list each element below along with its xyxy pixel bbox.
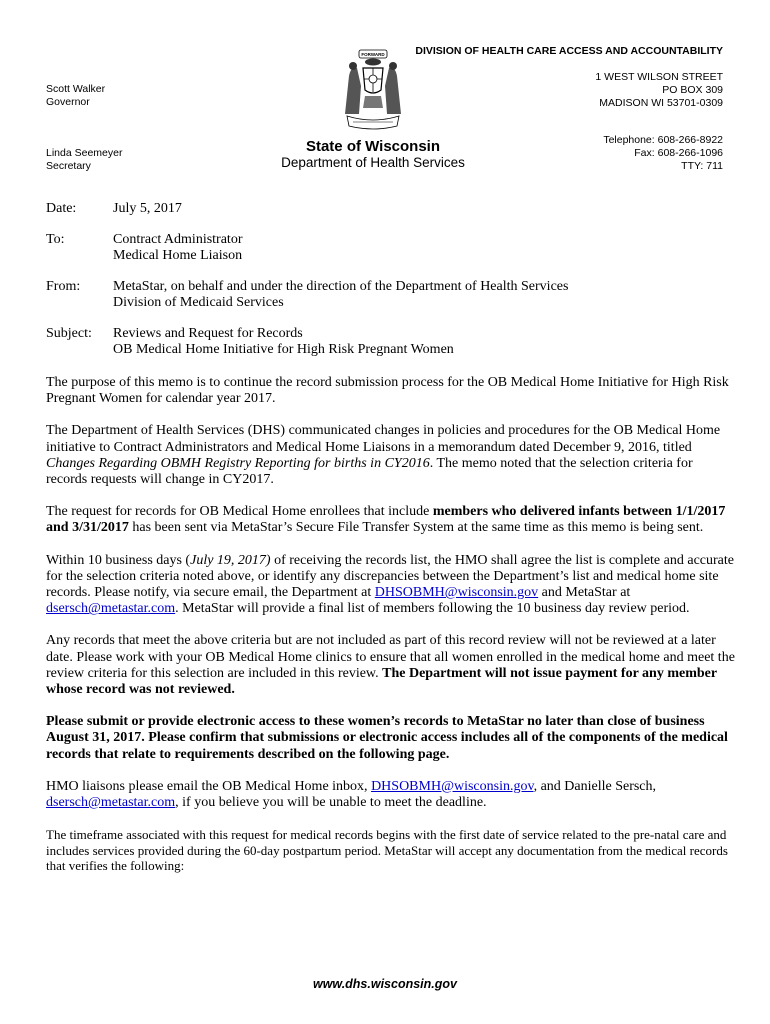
address-block [595, 71, 723, 110]
to-label: To: [46, 232, 65, 247]
text-run: The request for records for OB Medical Home enrollees that include [46, 504, 433, 520]
date-label: Date: [46, 201, 77, 216]
telephone: Telephone: 608-266-8922 [603, 134, 723, 146]
text-run: Any records that meet the above criteria but are not included as part of this record review will not be reviewed at a later date. Please work with your OB Medical Home clinics to ensure that all women enrolled in the medical home and meet the review criteria for this selection are included in this review. [46, 633, 735, 681]
text-run: , and Danielle Sersch, [533, 778, 657, 794]
secretary-name: Linda Seemeyer [46, 147, 123, 159]
text-run: and MetaStar at [538, 585, 631, 601]
fax: Fax: 608-266-1096 [634, 147, 723, 159]
tty: TTY: 711 [681, 160, 723, 172]
department-title: Department of Health Services [281, 155, 465, 170]
deadline-italic: July 19, 2017) [190, 552, 271, 568]
to-line-2: Medical Home Liaison [113, 248, 243, 263]
from-line-1: MetaStar, on behalf and under the direction of the Department of Health Services [113, 279, 569, 294]
seal-banner-text: FORWARD [361, 52, 385, 57]
dhsobmh-email-link-2[interactable]: DHSOBMH@wisconsin.gov [371, 778, 534, 794]
payment-warning-bold: The Department will not issue payment for any member whose record was not reviewed. [46, 665, 717, 698]
text-run: The Department of Health Services (DHS) communicated changes in policies and procedures for the OB Medical Home initiative to Contract Administrators and Medical Home Liaisons in a memorandum dated December 9, 2016, titled [46, 423, 721, 455]
footer-website: www.dhs.wisconsin.gov [312, 977, 457, 991]
dsersch-email-link[interactable]: dsersch@metastar.com [46, 601, 176, 617]
state-title: State of Wisconsin [305, 138, 441, 155]
text-run: of receiving the records list, the HMO shall agree the list is complete and accurate for the selection criteria noted above, or identify any discrepancies between the Department’s list and medical home site records. Please notify, via secure email, the Department at [46, 552, 734, 601]
governor-title: Governor [46, 96, 90, 108]
text-run: . The memo noted that the selection criteria for records requests will change in CY2017. [46, 455, 693, 488]
paragraph-changes [46, 423, 736, 488]
subject-label: Subject: [46, 326, 92, 341]
from-label: From: [46, 279, 81, 294]
paragraph-submit [46, 714, 736, 763]
from-line-2: Division of Medicaid Services [113, 295, 284, 310]
dhsobmh-email-link[interactable]: DHSOBMH@wisconsin.gov [374, 585, 539, 601]
paragraph-contact [46, 779, 736, 811]
paragraph-purpose: The purpose of this memo is to continue the record submission process for the OB Medical Home Initiative for High Risk Pregnant Women for calendar year 2017. [46, 375, 729, 407]
paragraph-deadline [46, 553, 736, 618]
address-line: 1 WEST WILSON STREET [595, 71, 723, 83]
subject-line-2: OB Medical Home Initiative for High Risk Pregnant Women [113, 342, 454, 357]
secretary-block [46, 147, 122, 173]
memo-body [46, 375, 736, 890]
paragraph-timeframe: The timeframe associated with this request for medical records begins with the first date of service related to the pre-natal care and includes services provided during the 60-day postpartum period. MetaStar will accept any documentation from the medical records that verifies the following: [46, 827, 728, 874]
division-heading: DIVISION OF HEALTH CARE ACCESS AND ACCOUNTABILITY [415, 45, 723, 57]
date-range-bold: members who delivered infants between 1/1/2017 and 3/31/2017 [46, 504, 726, 536]
dsersch-email-link-2[interactable]: dsersch@metastar.com [46, 795, 176, 811]
address-line: PO BOX 309 [662, 84, 723, 96]
contact-block [603, 134, 723, 173]
paragraph-exclusion [46, 633, 736, 698]
text-run: . MetaStar will provide a final list of members following the 10 business day review period. [175, 601, 690, 617]
to-line-1: Contract Administrator [113, 232, 243, 247]
paragraph-request [46, 504, 736, 536]
address-line: MADISON WI 53701-0309 [599, 97, 723, 109]
text-run: HMO liaisons please email the OB Medical Home inbox, [46, 778, 372, 794]
governor-block [46, 83, 105, 109]
submit-instructions-bold: Please submit or provide electronic access to these women’s records to MetaStar no later than close of business August 31, 2017. Please confirm that submissions or electronic access includes all of the components of the medical records that relate to requirements described on the following page. [46, 714, 728, 762]
text-run: , if you believe you will be unable to meet the deadline. [175, 795, 487, 811]
state-seal-icon [337, 46, 409, 132]
date-value: July 5, 2017 [113, 201, 182, 216]
text-run: Within 10 business days ( [46, 552, 191, 568]
subject-line-1: Reviews and Request for Records [113, 326, 303, 341]
governor-name: Scott Walker [46, 83, 106, 95]
secretary-title: Secretary [46, 160, 91, 172]
memo-title-italic: Changes Regarding OBMH Registry Reporting for births in CY2016 [46, 455, 430, 471]
text-run: has been sent via MetaStar’s Secure File Transfer System at the same time as this memo is being sent. [128, 520, 704, 536]
